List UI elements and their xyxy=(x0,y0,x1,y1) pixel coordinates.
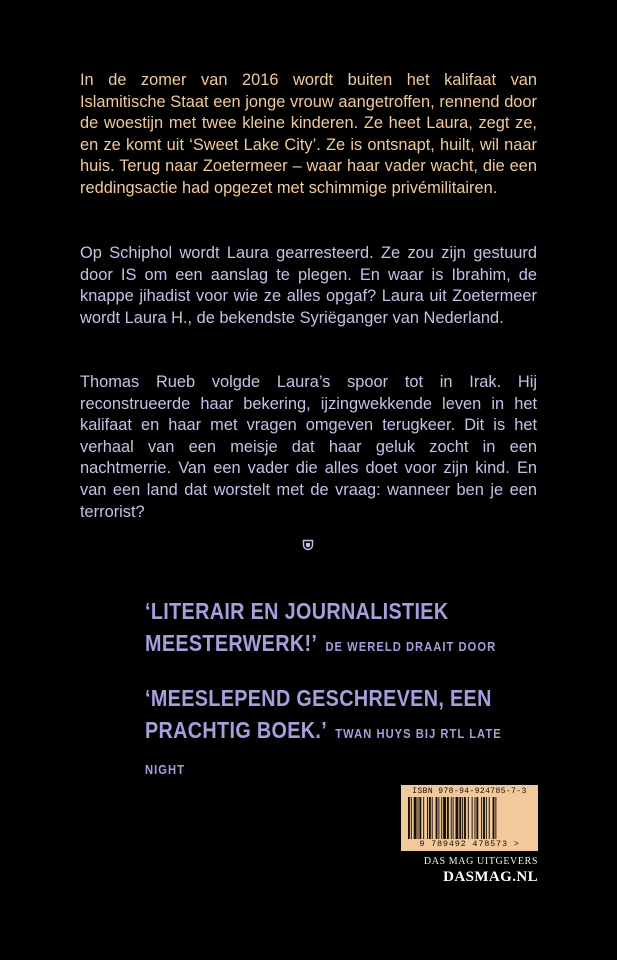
barcode-digits: 9 789492 478573 > xyxy=(419,839,520,849)
publisher-logo-icon xyxy=(302,539,314,551)
isbn-barcode xyxy=(401,785,538,851)
blurb-paragraph-1: In de zomer van 2016 wordt buiten het kalifaat van Islamitische Staat een jonge vrouw aangetroffen, rennend door de woestijn met twee kleine kinderen. Ze heet Laura, zegt ze, en ze komt uit ‘Sweet Lake City’. Ze is ontsnapt, huilt, wil naar huis. Terug naar Zoetermeer – waar haar vader wacht, die een reddingsactie had opgezet met schimmige privémilitairen. xyxy=(80,71,537,197)
publisher-name: DAS MAG UITGEVERS xyxy=(423,856,538,867)
blurb-paragraph-2: Op Schiphol wordt Laura gearresteerd. Ze zou zijn gestuurd door IS om een aanslag te plegen. En waar is Ibrahim, de knappe jihadist voor wie ze alles opgaf? Laura uit Zoetermeer wordt Laura H., de bekendste Syriëganger van Nederland. xyxy=(80,244,537,327)
review-quote-2 xyxy=(145,682,506,786)
publisher-url: DASMAG.NL xyxy=(443,869,538,885)
blurb-paragraph-3: Thomas Rueb volgde Laura’s spoor tot in Irak. Hij reconstrueerde haar bekering, ijzingwekkende leven in het kalifaat en haar met vragen omgeven terugkeer. Dit is het verhaal van een meisje dat haar geluk zocht in een nachtmerrie. Van een vader die alles doet voor zijn kind. En van een land dat worstelt met de vraag: wanneer ben je een terrorist? xyxy=(80,373,537,521)
review-quote-1 xyxy=(145,595,506,663)
barcode-bars-icon xyxy=(408,797,531,839)
review-quote-text: ‘MEESLEPEND GESCHREVEN, EEN PRACHTIG BOEK.’ xyxy=(145,685,492,743)
isbn-label: ISBN 978-94-924785-7-3 xyxy=(412,787,527,796)
review-quote-source: DE WERELD DRAAIT DOOR xyxy=(325,639,497,654)
review-quote-source: TWAN HUYS BIJ RTL LATE NIGHT xyxy=(145,726,502,777)
review-quote-text: ‘LITERAIR EN JOURNALISTIEK MEESTERWERK!’ xyxy=(145,598,449,656)
